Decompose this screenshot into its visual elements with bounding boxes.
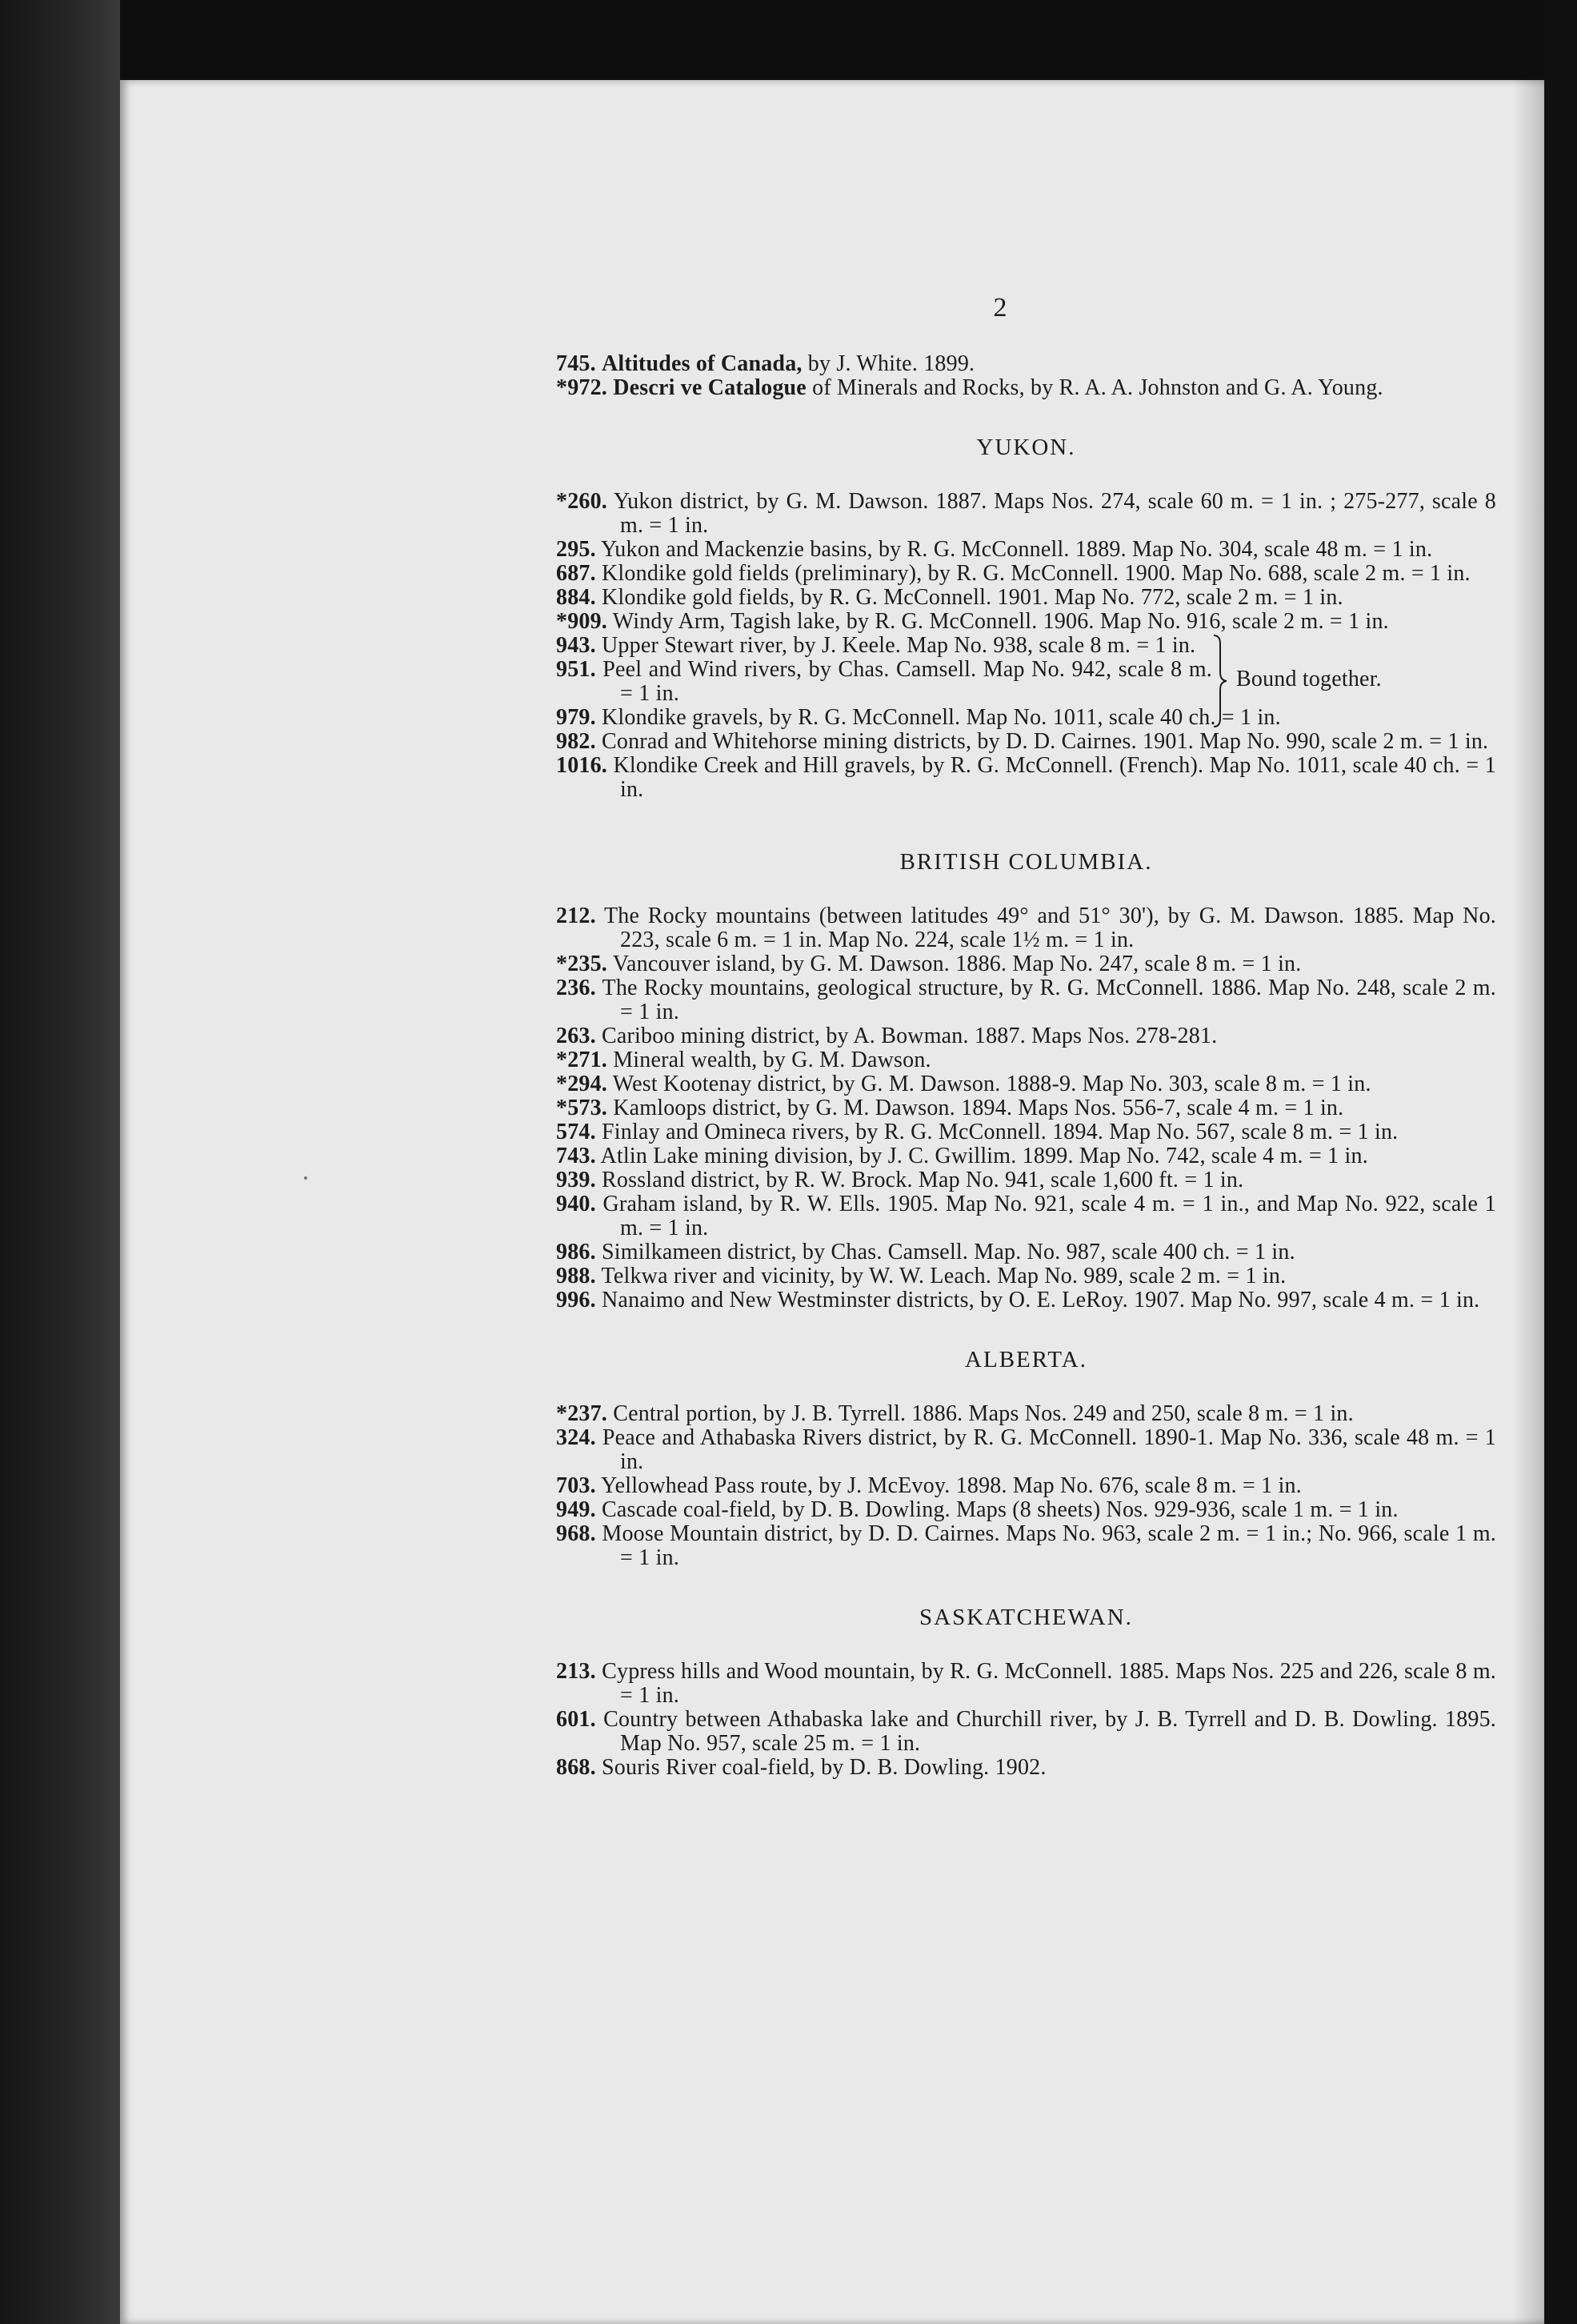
list-item xyxy=(556,490,1496,538)
scan-border-right xyxy=(1545,0,1577,2324)
entry-text: Klondike Creek and Hill gravels, by R. G. McConnell. (French). Map No. 1011, scale 40 ch. = 1 in. xyxy=(613,753,1496,802)
list-item xyxy=(556,610,1496,634)
entry-number: 986. xyxy=(556,1240,596,1264)
list-item xyxy=(556,1264,1496,1288)
bound-entries xyxy=(556,634,1212,706)
list-item xyxy=(556,1144,1496,1168)
entry-number: 295. xyxy=(556,537,596,562)
entry-number: 574. xyxy=(556,1120,596,1144)
list-item xyxy=(556,1474,1496,1498)
entry-number: 263. xyxy=(556,1024,596,1048)
entry-text: Cariboo mining district, by A. Bowman. 1887. Maps Nos. 278-281. xyxy=(602,1024,1218,1048)
entry-number: *573. xyxy=(556,1096,607,1120)
list-item xyxy=(556,904,1496,952)
entry-number: 745. xyxy=(556,351,596,376)
entry-number: 212. xyxy=(556,904,596,928)
entry-text: by J. White. 1899. xyxy=(802,351,975,376)
entry-title: Descri ve Catalogue xyxy=(613,375,807,400)
entry-number: 951. xyxy=(556,657,596,682)
entry-number: 324. xyxy=(556,1425,596,1450)
list-item xyxy=(556,352,1496,376)
entry-text: Yukon and Mackenzie basins, by R. G. McConnell. 1889. Map No. 304, scale 48 m. = 1 in. xyxy=(600,537,1433,562)
section-heading-saskatchewan: SASKATCHEWAN. xyxy=(919,1605,1133,1630)
entry-number: *271. xyxy=(556,1048,607,1072)
entry-text: Kamloops district, by G. M. Dawson. 1894. Maps Nos. 556-7, scale 4 m. = 1 in. xyxy=(613,1096,1344,1120)
entry-number: 968. xyxy=(556,1521,596,1546)
list-item xyxy=(556,1192,1496,1240)
yukon-list xyxy=(556,490,1496,802)
entry-number: 988. xyxy=(556,1264,596,1288)
list-item xyxy=(556,562,1496,586)
entry-number: 982. xyxy=(556,729,596,754)
entry-number: 687. xyxy=(556,561,596,586)
entry-number: 1016. xyxy=(556,753,607,778)
entry-text: Klondike gravels, by R. G. McConnell. Map No. 1011, scale 40 ch. = 1 in. xyxy=(602,705,1281,730)
entry-text: Similkameen district, by Chas. Camsell. Map. No. 987, scale 400 ch. = 1 in. xyxy=(602,1240,1295,1264)
saskatchewan-list xyxy=(556,1660,1496,1780)
list-item xyxy=(556,1096,1496,1120)
list-item xyxy=(556,754,1496,802)
scan-border-top xyxy=(0,0,1577,80)
list-item xyxy=(556,1498,1496,1522)
list-item xyxy=(556,634,1212,658)
entry-number: 943. xyxy=(556,633,596,658)
entry-text: Telkwa river and vicinity, by W. W. Leach. Map No. 989, scale 2 m. = 1 in. xyxy=(601,1264,1287,1288)
entry-number: 213. xyxy=(556,1659,596,1684)
entry-number: *972. xyxy=(556,375,607,400)
entry-number: 743. xyxy=(556,1144,596,1168)
entry-number: 236. xyxy=(556,976,596,1000)
entry-text: Klondike gold fields (preliminary), by R. G. McConnell. 1900. Map No. 688, scale 2 m. = 1 in. xyxy=(602,561,1471,586)
list-item xyxy=(556,730,1496,754)
document-content xyxy=(556,352,1496,1780)
entry-number: *260. xyxy=(556,489,607,514)
list-item xyxy=(556,658,1212,706)
entry-text: Yukon district, by G. M. Dawson. 1887. Maps Nos. 274, scale 60 m. = 1 in. ; 275-277, scale 8 m. = 1 in. xyxy=(613,489,1496,538)
list-item xyxy=(556,1024,1496,1048)
list-item xyxy=(556,1120,1496,1144)
entry-text: Central portion, by J. B. Tyrrell. 1886. Maps Nos. 249 and 250, scale 8 m. = 1 in. xyxy=(613,1401,1354,1426)
list-item xyxy=(556,1522,1496,1570)
section-heading-british-columbia: BRITISH COLUMBIA. xyxy=(899,849,1153,875)
list-item xyxy=(556,1072,1496,1096)
entry-number: 949. xyxy=(556,1497,596,1522)
list-item xyxy=(556,1426,1496,1474)
entry-number: *237. xyxy=(556,1401,607,1426)
list-item xyxy=(556,1660,1496,1708)
entry-text: The Rocky mountains (between latitudes 49° and 51° 30'), by G. M. Dawson. 1885. Map No. 223, scale 6 m. = 1 in. Map No. 224, scale 1½ m. = 1 in. xyxy=(604,904,1496,952)
list-item xyxy=(556,538,1496,562)
entry-text: Upper Stewart river, by J. Keele. Map No. 938, scale 8 m. = 1 in. xyxy=(602,633,1196,658)
list-item xyxy=(556,1168,1496,1192)
entry-number: 939. xyxy=(556,1168,596,1192)
entry-number: 979. xyxy=(556,705,596,730)
list-item xyxy=(556,1240,1496,1264)
bound-together-group xyxy=(556,634,1496,706)
entry-number: *235. xyxy=(556,952,607,976)
page-number: 2 xyxy=(993,293,1007,323)
bound-together-note: Bound together. xyxy=(1236,667,1382,691)
list-item xyxy=(556,1048,1496,1072)
alberta-list xyxy=(556,1402,1496,1570)
list-item xyxy=(556,976,1496,1024)
entry-text: Conrad and Whitehorse mining districts, by D. D. Cairnes. 1901. Map No. 990, scale 2 m. = 1 in. xyxy=(602,729,1489,754)
entry-text: Nanaimo and New Westminster districts, by O. E. LeRoy. 1907. Map No. 997, scale 4 m. = 1 in. xyxy=(602,1288,1480,1312)
entry-text: Mineral wealth, by G. M. Dawson. xyxy=(613,1048,931,1072)
entry-title: Altitudes of Canada, xyxy=(602,351,803,376)
entry-text: Graham island, by R. W. Ells. 1905. Map No. 921, scale 4 m. = 1 in., and Map No. 922, scale 1 m. = 1 in. xyxy=(602,1192,1496,1240)
scan-border-left xyxy=(0,0,120,2324)
entry-text: Klondike gold fields, by R. G. McConnell. 1901. Map No. 772, scale 2 m. = 1 in. xyxy=(602,585,1343,610)
entry-number: 601. xyxy=(556,1707,596,1732)
entry-number: *909. xyxy=(556,609,607,634)
entry-text: Yellowhead Pass route, by J. McEvoy. 1898. Map No. 676, scale 8 m. = 1 in. xyxy=(600,1473,1302,1498)
entry-number: 996. xyxy=(556,1288,596,1312)
entry-text: Peel and Wind rivers, by Chas. Camsell. Map No. 942, scale 8 m. = 1 in. xyxy=(602,657,1212,706)
list-item xyxy=(556,586,1496,610)
entry-text: Rossland district, by R. W. Brock. Map No. 941, scale 1,600 ft. = 1 in. xyxy=(602,1168,1244,1192)
entry-number: 703. xyxy=(556,1473,596,1498)
entry-text: Cascade coal-field, by D. B. Dowling. Maps (8 sheets) Nos. 929-936, scale 1 m. = 1 in. xyxy=(602,1497,1399,1522)
entry-number: 868. xyxy=(556,1755,596,1780)
document-page xyxy=(120,80,1544,2324)
entry-text: Country between Athabaska lake and Churchill river, by J. B. Tyrrell and D. B. Dowling. 1895. Map No. 957, scale 25 m. = 1 in. xyxy=(603,1707,1496,1756)
list-item xyxy=(556,952,1496,976)
list-item xyxy=(556,706,1496,730)
entry-text: Windy Arm, Tagish lake, by R. G. McConnell. 1906. Map No. 916, scale 2 m. = 1 in. xyxy=(612,609,1389,634)
section-heading-alberta: ALBERTA. xyxy=(965,1347,1087,1372)
list-item xyxy=(556,1402,1496,1426)
entry-text: Vancouver island, by G. M. Dawson. 1886. Map No. 247, scale 8 m. = 1 in. xyxy=(612,952,1302,976)
entry-number: *294. xyxy=(556,1072,607,1096)
section-heading-yukon: YUKON. xyxy=(976,435,1076,460)
binding-shadow xyxy=(1512,80,1544,2324)
entry-text: Finlay and Omineca rivers, by R. G. McConnell. 1894. Map No. 567, scale 8 m. = 1 in. xyxy=(602,1120,1399,1144)
list-item xyxy=(556,1708,1496,1756)
entry-text: West Kootenay district, by G. M. Dawson. 1888-9. Map No. 303, scale 8 m. = 1 in. xyxy=(612,1072,1371,1096)
list-item xyxy=(556,376,1496,400)
entry-text: Cypress hills and Wood mountain, by R. G. McConnell. 1885. Maps Nos. 225 and 226, scale 8 m. = 1 in. xyxy=(602,1659,1496,1708)
entry-text: Peace and Athabaska Rivers district, by R. G. McConnell. 1890-1. Map No. 336, scale 48 m. = 1 in. xyxy=(602,1425,1496,1474)
entry-number: 940. xyxy=(556,1192,596,1216)
entry-text: The Rocky mountains, geological structure, by R. G. McConnell. 1886. Map No. 248, scale 2 m. = 1 in. xyxy=(602,976,1496,1024)
entry-text: of Minerals and Rocks, by R. A. A. Johnston and G. A. Young. xyxy=(806,375,1383,400)
list-item xyxy=(556,1756,1496,1780)
paper-speck xyxy=(304,1176,307,1180)
entry-text: Souris River coal-field, by D. B. Dowling. 1902. xyxy=(602,1755,1047,1780)
list-item xyxy=(556,1288,1496,1312)
entry-text: Moose Mountain district, by D. D. Cairnes. Maps No. 963, scale 2 m. = 1 in.; No. 966, scale 1 m. = 1 in. xyxy=(602,1521,1497,1570)
british-columbia-list xyxy=(556,904,1496,1312)
entry-text: Atlin Lake mining division, by J. C. Gwillim. 1899. Map No. 742, scale 4 m. = 1 in. xyxy=(600,1144,1368,1168)
entry-number: 884. xyxy=(556,585,596,610)
